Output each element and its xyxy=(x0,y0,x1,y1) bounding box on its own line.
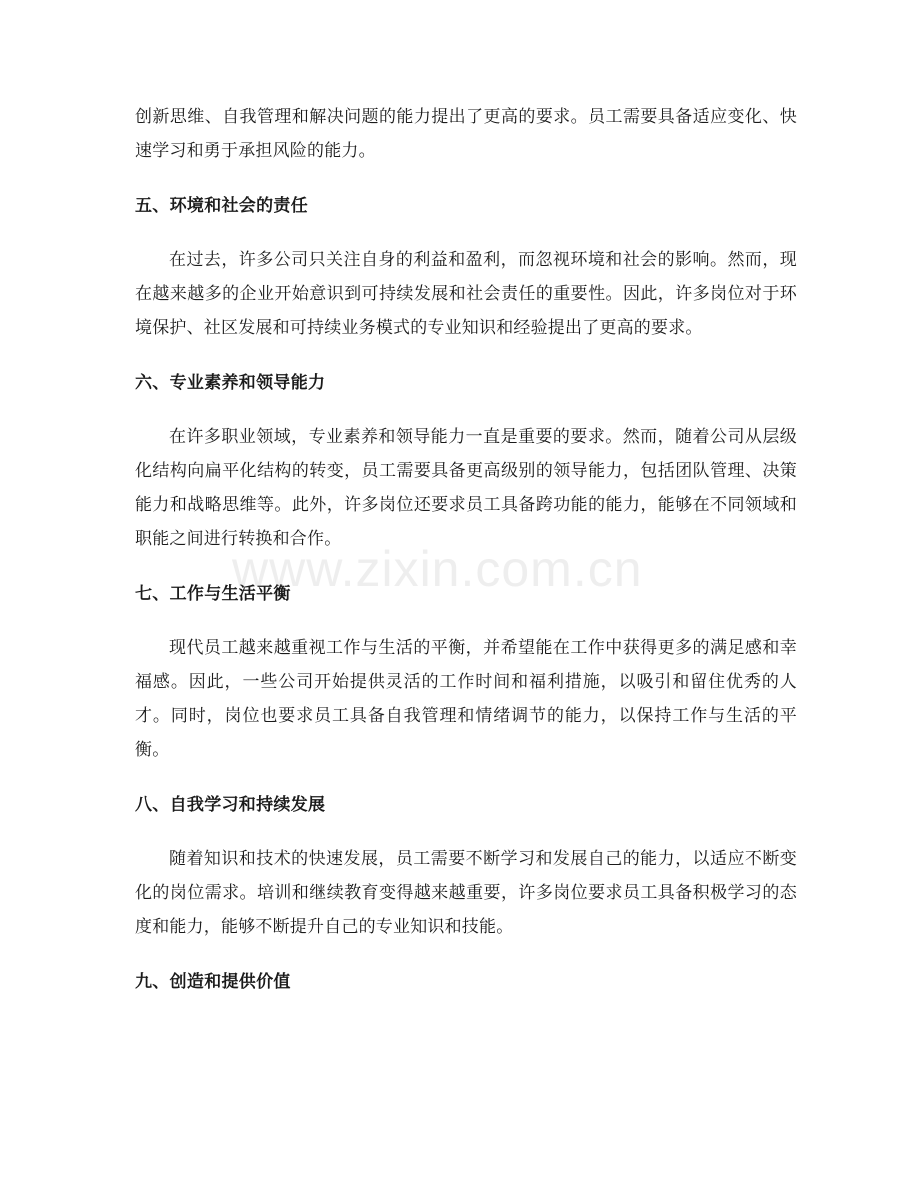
section-heading-9: 九、创造和提供价值 xyxy=(135,972,291,992)
section-body-8: 随着知识和技术的快速发展，员工需要不断学习和发展自己的能力，以适应不断变化的岗位需求。培训和继续教育变得越来越重要，许多岗位要求员工具备积极学习的态度和能力，能够不断提升自己的专业知识和技能。 xyxy=(135,849,797,937)
section-heading-7: 七、工作与生活平衡 xyxy=(135,584,291,604)
intro-paragraph: 创新思维、自我管理和解决问题的能力提出了更高的要求。员工需要具备适应变化、快速学习和勇于承担风险的能力。 xyxy=(135,107,797,161)
section-body-6: 在许多职业领域，专业素养和领导能力一直是重要的要求。然而，随着公司从层级化结构向扁平化结构的转变，员工需要具备更高级别的领导能力，包括团队管理、决策能力和战略思维等。此外，许多岗位还要求员工具备跨功能的能力，能够在不同领域和职能之间进行转换和合作。 xyxy=(135,427,797,549)
section-heading-5: 五、环境和社会的责任 xyxy=(135,196,308,216)
document-body xyxy=(135,100,797,999)
section-heading-8: 八、自我学习和持续发展 xyxy=(135,795,326,815)
section-body-5: 在过去，许多公司只关注自身的利益和盈利，而忽视环境和社会的影响。然而，现在越来越多的企业开始意识到可持续发展和社会责任的重要性。因此，许多岗位对于环境保护、社区发展和可持续业务模式的专业知识和经验提出了更高的要求。 xyxy=(135,250,797,338)
watermark: www.zixin.com.cn xyxy=(232,541,643,597)
section-heading-6: 六、专业素养和领导能力 xyxy=(135,373,326,393)
section-body-7: 现代员工越来越重视工作与生活的平衡，并希望能在工作中获得更多的满足感和幸福感。因此，一些公司开始提供灵活的工作时间和福利措施，以吸引和留住优秀的人才。同时，岗位也要求员工具备自我管理和情绪调节的能力，以保持工作与生活的平衡。 xyxy=(135,638,797,760)
